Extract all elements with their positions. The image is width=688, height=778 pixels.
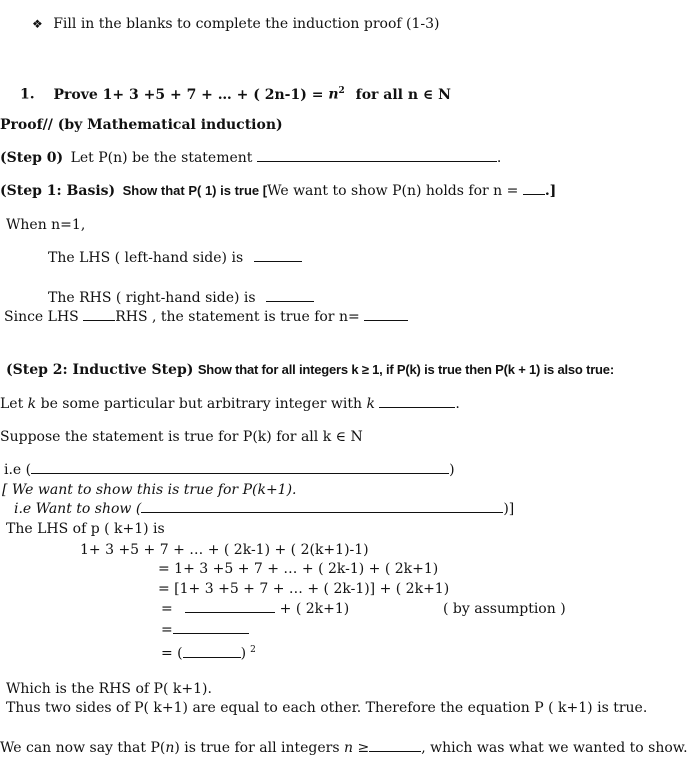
since-a: Since LHS — [4, 309, 79, 325]
conclusion-ineq: n ≥ — [343, 740, 370, 756]
since-b: RHS , the statement is true for n= — [115, 309, 360, 325]
conclusion-line — [0, 739, 688, 757]
step0-line — [0, 149, 501, 167]
proof-heading: Proof// (by Mathematical induction) — [0, 117, 283, 133]
lhs-blank[interactable] — [254, 249, 302, 262]
eq4-eq: = — [161, 601, 173, 617]
want-ie-line — [14, 500, 514, 518]
eq5-line — [161, 621, 249, 639]
rhs-text: The RHS ( right-hand side) is — [48, 290, 256, 306]
want-close: )] — [503, 501, 515, 517]
step0-end: . — [496, 150, 502, 166]
eq4-line — [161, 600, 349, 618]
instruction-text: Fill in the blanks to complete the induction proof (1-3) — [53, 16, 440, 32]
eq4-note: ( by assumption ) — [443, 601, 566, 617]
when-n1: When n=1, — [6, 217, 86, 233]
let-text: be some particular but arbitrary integer with — [40, 396, 363, 412]
let-k: k — [27, 396, 37, 412]
eq3: = [1+ 3 +5 + 7 + … + ( 2k-1)] + ( 2k+1) — [158, 581, 450, 597]
conclusion-blank[interactable] — [369, 739, 421, 752]
problem-n: n — [328, 86, 339, 103]
let-word: Let — [0, 396, 24, 412]
suppose-line: Suppose the statement is true for P(k) for all k ∈ N — [0, 429, 363, 445]
thus-line: Thus two sides of P( k+1) are equal to each other. Therefore the equation P ( k+1) is true. — [6, 700, 648, 716]
conclusion-n: n — [165, 740, 175, 756]
problem-statement — [20, 82, 451, 104]
instruction-line — [32, 15, 440, 33]
problem-exponent: 2 — [338, 86, 345, 96]
eq2: = 1+ 3 +5 + 7 + … + ( 2k-1) + ( 2k+1) — [158, 561, 439, 577]
rhs-line — [48, 289, 314, 307]
step1-line — [0, 182, 556, 200]
lhs-of-pk1: The LHS of p ( k+1) is — [6, 521, 165, 537]
step1-close: .] — [544, 183, 557, 199]
step2-line — [6, 361, 614, 379]
since-relation-blank[interactable] — [83, 308, 115, 321]
want-blank[interactable] — [141, 500, 503, 513]
which-line: Which is the RHS of P( k+1). — [6, 681, 212, 697]
eq5-eq: = — [161, 622, 173, 638]
since-line — [4, 308, 408, 326]
conclusion-c: , which was what we wanted to show. — [421, 740, 688, 756]
step1-text: Show that P( 1) is true [ — [122, 183, 268, 198]
step2-text: Show that for all integers k ≥ 1, if P(k) is true then P(k + 1) is also true: — [197, 362, 614, 377]
let-line: Let k be some particular but arbitrary integer with k . — [0, 396, 460, 412]
conclusion-a: We can now say that P( — [0, 740, 166, 756]
step0-blank[interactable] — [257, 149, 497, 162]
eq6-open: = ( — [161, 645, 183, 662]
step2-label: (Step 2: Inductive Step) — [6, 362, 194, 378]
step1-n-blank[interactable] — [523, 182, 545, 195]
ie-close: ) — [449, 462, 455, 478]
problem-prove: Prove 1+ 3 +5 + 7 + … + ( 2n-1) = — [53, 86, 329, 103]
eq5-blank[interactable] — [173, 621, 249, 634]
problem-number: 1. — [20, 86, 35, 103]
step0-label: (Step 0) — [0, 150, 64, 166]
want-note: [ We want to show this is true for P(k+1). — [2, 482, 297, 498]
step1-label: (Step 1: Basis) — [0, 183, 116, 199]
want-ie: i.e Want to show ( — [14, 501, 142, 517]
lhs-text: The LHS ( left-hand side) is — [48, 250, 244, 266]
let-blank[interactable] — [379, 395, 455, 408]
ie-line — [4, 461, 455, 479]
eq6-close: ) — [240, 645, 247, 662]
lhs-line — [48, 249, 302, 267]
problem-suffix: for all n ∈ N — [355, 86, 451, 103]
eq1: 1+ 3 +5 + 7 + … + ( 2k-1) + ( 2(k+1)-1) — [80, 542, 369, 558]
since-n-blank[interactable] — [364, 308, 408, 321]
ie-open: i.e ( — [4, 462, 32, 478]
rhs-blank[interactable] — [266, 289, 314, 302]
eq6-line — [161, 641, 256, 663]
eq6-exp: 2 — [250, 645, 256, 655]
eq4-plus: + ( 2k+1) — [279, 601, 350, 617]
conclusion-b: ) is true for all integers — [174, 740, 340, 756]
diamond-bullet-icon: ❖ — [32, 17, 43, 31]
eq4-blank[interactable] — [185, 600, 275, 613]
step1-note: We want to show P(n) holds for n = — [267, 183, 519, 199]
step0-text: Let P(n) be the statement — [70, 150, 253, 166]
eq6-blank[interactable] — [183, 645, 241, 658]
ie-blank[interactable] — [31, 461, 449, 474]
